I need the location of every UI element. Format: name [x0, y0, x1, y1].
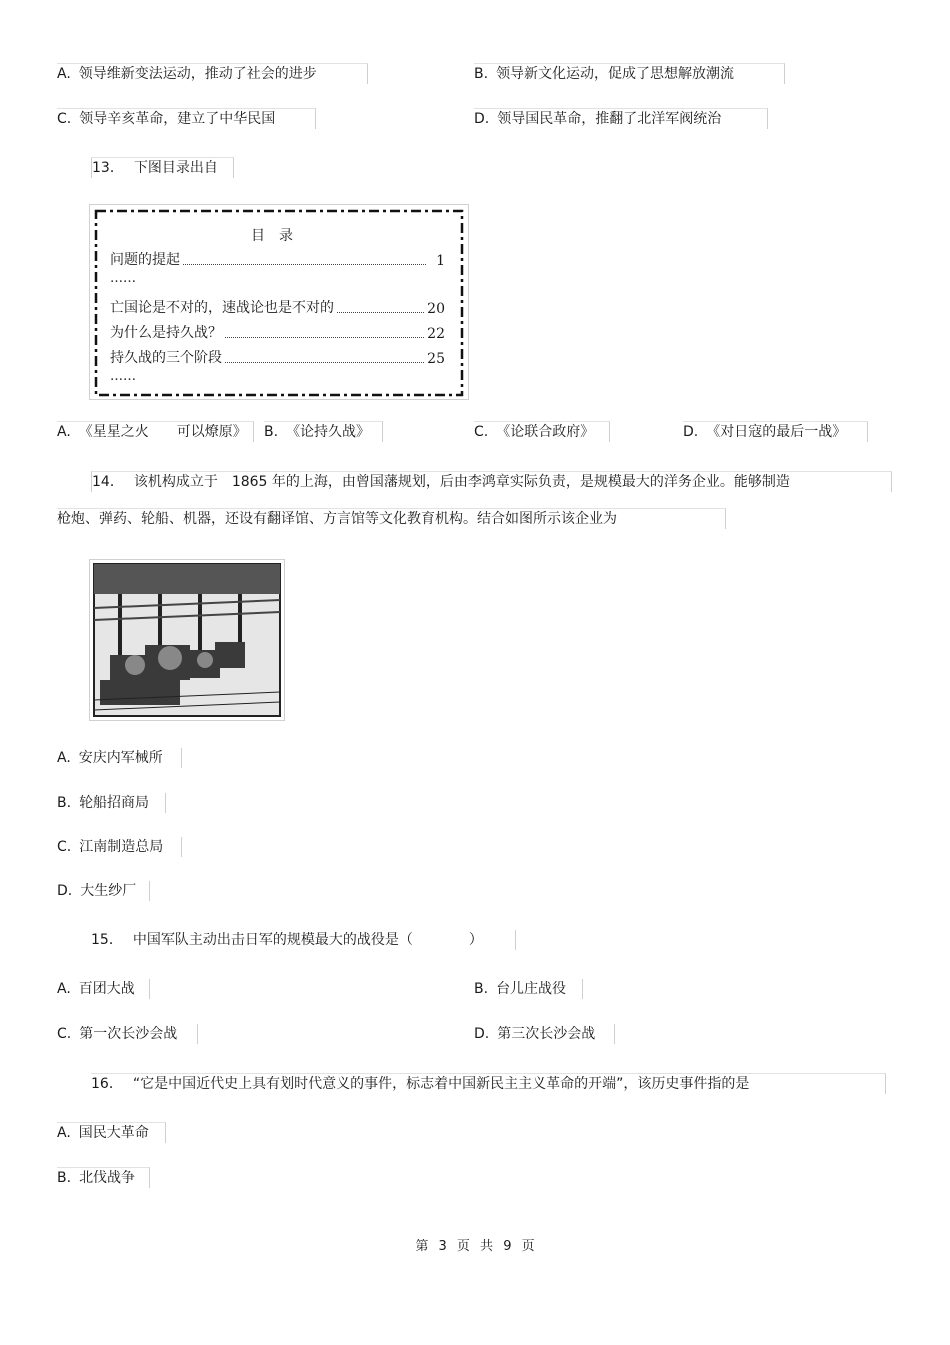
toc-entry-page: 20	[427, 301, 445, 317]
workshop-illustration	[90, 560, 284, 720]
toc-entry	[110, 295, 445, 317]
option-letter: B.	[57, 1170, 72, 1186]
option-text: 轮船招商局	[79, 795, 150, 811]
dot-leader	[225, 337, 424, 338]
question-text: 下图目录出自	[133, 160, 218, 176]
option-text: 领导维新变法运动，推动了社会的进步	[78, 66, 317, 82]
q13-option-c[interactable]	[474, 421, 610, 442]
option-text: 大生纱厂	[80, 883, 137, 899]
toc-entry	[110, 345, 445, 367]
q13-option-d[interactable]	[683, 421, 868, 442]
dot-leader	[337, 312, 424, 313]
option-text: 第一次长沙会战	[79, 1026, 178, 1042]
option-text: 北伐战争	[79, 1170, 136, 1186]
option-text: 安庆内军械所	[78, 750, 163, 766]
option-text: 《星星之火 可以燎原》	[78, 424, 247, 440]
arsenal-workshop-photo	[89, 559, 285, 721]
q12-option-a[interactable]	[57, 63, 368, 84]
toc-entry-text: 为什么是持久战？	[110, 325, 222, 341]
q13-option-b[interactable]	[264, 421, 383, 442]
option-text: 江南制造总局	[79, 839, 164, 855]
option-letter: A.	[57, 1125, 71, 1141]
q14-option-c[interactable]	[57, 837, 182, 857]
question-text: 枪炮、弹药、轮船、机器，还设有翻译馆、方言馆等文化教育机构。结合如图所示该企业为	[57, 511, 617, 527]
option-text: 领导辛亥革命，建立了中华民国	[79, 111, 276, 127]
q16-option-a[interactable]	[57, 1122, 166, 1143]
option-text: 国民大革命	[78, 1125, 149, 1141]
option-letter: D.	[57, 883, 73, 899]
q15-option-d[interactable]	[474, 1024, 615, 1044]
q14-stem-line1	[91, 471, 892, 492]
question-text: 中国军队主动出击日军的规模最大的战役是（ ）	[132, 932, 483, 948]
toc-entry-text: 问题的提起	[110, 252, 180, 268]
option-text: 《论联合政府》	[496, 424, 595, 440]
option-letter: D.	[474, 111, 490, 127]
question-number: 14．	[92, 474, 124, 490]
question-text: “它是中国近代史上具有划时代意义的事件，标志着中国新民主主义革命的开端”，该历史事件指的是	[132, 1076, 750, 1092]
q12-option-d[interactable]	[474, 108, 768, 129]
q14-option-d[interactable]	[57, 881, 150, 901]
question-number: 16．	[91, 1076, 123, 1092]
option-text: 领导国民革命，推翻了北洋军阀统治	[497, 111, 722, 127]
q15-option-b[interactable]	[474, 979, 583, 999]
q12-option-c[interactable]	[57, 108, 316, 129]
option-text: 《对日寇的最后一战》	[706, 424, 847, 440]
question-text: 该机构成立于 1865 年的上海，由曾国藩规划，后由李鸿章实际负责，是规模最大的洋务企业。能够制造	[133, 474, 790, 490]
option-text: 台儿庄战役	[496, 981, 567, 997]
q15-option-a[interactable]	[57, 979, 150, 999]
q16-option-b[interactable]	[57, 1167, 150, 1188]
q14-option-a[interactable]	[57, 748, 182, 768]
option-letter: B.	[264, 424, 279, 440]
option-text: 第三次长沙会战	[497, 1026, 596, 1042]
question-number: 13．	[92, 160, 124, 176]
toc-entry-page: 25	[427, 351, 445, 367]
q13-stem	[91, 157, 234, 178]
page-footer: 第 3 页 共 9 页	[415, 1239, 535, 1254]
q13-option-a[interactable]	[57, 421, 254, 442]
toc-entry-text: 持久战的三个阶段	[110, 350, 222, 366]
toc-ellipsis: ……	[110, 369, 136, 384]
option-letter: A.	[57, 750, 71, 766]
option-text: 领导新文化运动，促成了思想解放潮流	[496, 66, 735, 82]
question-number: 15．	[91, 932, 123, 948]
option-letter: B.	[474, 66, 489, 82]
table-of-contents-figure	[89, 204, 469, 400]
q12-option-b[interactable]	[474, 63, 785, 84]
q15-option-c[interactable]	[57, 1024, 198, 1044]
q14-option-b[interactable]	[57, 793, 166, 813]
option-letter: D.	[683, 424, 699, 440]
toc-entry-page: 22	[427, 326, 445, 342]
option-letter: C.	[474, 424, 489, 440]
option-text: 百团大战	[78, 981, 135, 997]
q15-stem	[91, 930, 516, 950]
option-text: 《论持久战》	[286, 424, 371, 440]
option-letter: A.	[57, 66, 71, 82]
option-letter: C.	[57, 111, 72, 127]
option-letter: C.	[57, 1026, 72, 1042]
option-letter: B.	[474, 981, 489, 997]
option-letter: A.	[57, 981, 71, 997]
toc-ellipsis: ……	[110, 271, 136, 286]
toc-entry	[110, 247, 445, 269]
option-letter: C.	[57, 839, 72, 855]
q14-stem-line2	[57, 508, 726, 529]
option-letter: D.	[474, 1026, 490, 1042]
toc-entry	[110, 320, 445, 342]
dot-leader	[183, 264, 426, 265]
dot-leader	[225, 362, 424, 363]
q16-stem	[91, 1073, 886, 1094]
toc-entry-text: 亡国论是不对的，速战论也是不对的	[110, 300, 334, 316]
option-letter: A.	[57, 424, 71, 440]
toc-title: 目录	[251, 228, 307, 244]
toc-entry-page: 1	[436, 253, 445, 269]
option-letter: B.	[57, 795, 72, 811]
